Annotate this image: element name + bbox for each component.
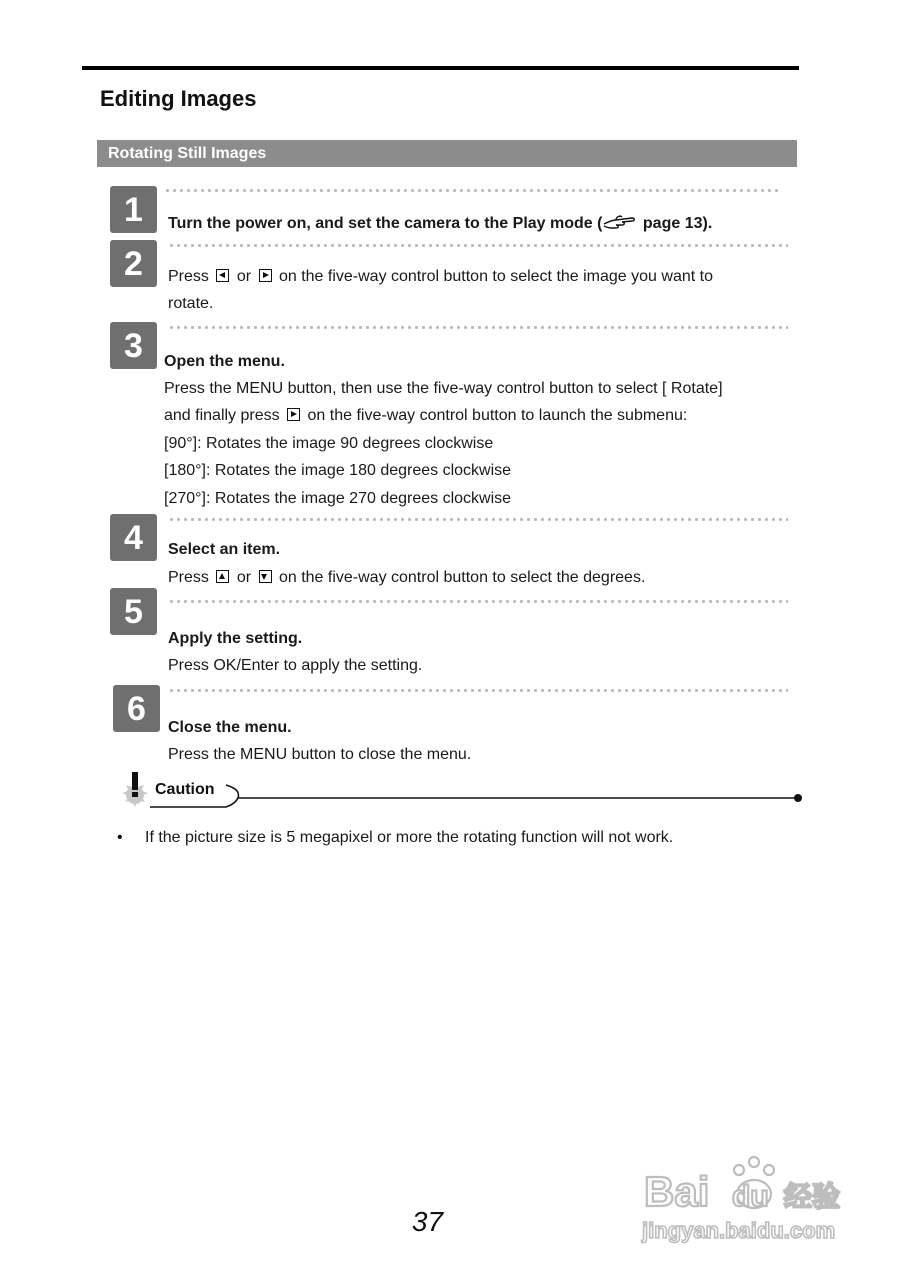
step-3-heading: Open the menu.: [164, 353, 285, 370]
step-3-badge: 3: [110, 322, 157, 369]
dotted-separator: [168, 243, 788, 248]
step-2-press-text: Press: [168, 268, 209, 285]
step-5-line-1: Press OK/Enter to apply the setting.: [168, 657, 423, 674]
watermark-url: jingyan.baidu.com: [642, 1218, 836, 1243]
step-2-line-1: [168, 267, 713, 287]
step-3-instruction-text: on the five-way control button to launch the submenu:: [307, 407, 688, 424]
page-title: Editing Images: [100, 86, 257, 111]
caution-divider: [148, 780, 808, 810]
step-4-instruction-text: on the five-way control button to select the degrees.: [278, 569, 646, 586]
watermark-cn: 经验: [784, 1180, 841, 1213]
step-4-or-text: or: [236, 569, 252, 586]
step-2-badge: 2: [110, 240, 157, 287]
caution-label: Caution: [155, 781, 215, 798]
step-6-heading: Close the menu.: [168, 719, 292, 736]
section-header: Rotating Still Images: [97, 140, 797, 167]
dotted-separator: [164, 188, 779, 193]
step-5-badge: 5: [110, 588, 157, 635]
caution-text: If the picture size is 5 megapixel or more the rotating function will not work.: [145, 829, 674, 846]
step-4-heading: Select an item.: [168, 541, 281, 558]
step-3-line-1: Press the MENU button, then use the five-way control button to select [ Rotate]: [164, 380, 723, 397]
bullet-marker: •: [117, 829, 123, 846]
step-1-heading-post: page 13).: [638, 215, 713, 232]
step-6-badge: 6: [113, 685, 160, 732]
step-3-line-2: [164, 406, 687, 426]
step-2-or-text: or: [236, 268, 252, 285]
step-1-heading-pre: Turn the power on, and set the camera to the Play mode (: [168, 215, 603, 232]
top-rule: [82, 66, 799, 70]
dotted-separator: [168, 517, 788, 522]
step-1-heading: [168, 212, 712, 234]
watermark-brand: Bai: [644, 1168, 710, 1215]
dotted-separator: [168, 599, 788, 604]
right-key-icon: [259, 269, 272, 282]
up-key-icon: [216, 570, 229, 583]
left-key-icon: [216, 269, 229, 282]
dotted-separator: [168, 325, 788, 330]
hand-pointer-icon: [602, 212, 638, 232]
step-1-badge: 1: [110, 186, 157, 233]
step-2-line-2: rotate.: [168, 295, 214, 312]
step-5-heading: Apply the setting.: [168, 630, 303, 647]
step-4-line-1: [168, 568, 645, 588]
step-2-instruction-text: on the five-way control button to select the image you want to: [278, 268, 713, 285]
right-key-icon: [287, 408, 300, 421]
dotted-separator: [168, 688, 788, 693]
watermark-brand-2: du: [732, 1180, 769, 1213]
baidu-jingyan-watermark: [636, 1140, 856, 1250]
step-3-option-270: [270°]: Rotates the image 270 degrees clockwise: [164, 490, 512, 507]
step-3-option-180: [180°]: Rotates the image 180 degrees clockwise: [164, 462, 512, 479]
down-key-icon: [259, 570, 272, 583]
step-3-option-90: [90°]: Rotates the image 90 degrees clockwise: [164, 435, 494, 452]
step-6-line-1: Press the MENU button to close the menu.: [168, 746, 472, 763]
page-number: 37: [411, 1206, 444, 1237]
step-4-press-text: Press: [168, 569, 209, 586]
step-3-press-text: and finally press: [164, 407, 280, 424]
step-4-badge: 4: [110, 514, 157, 561]
